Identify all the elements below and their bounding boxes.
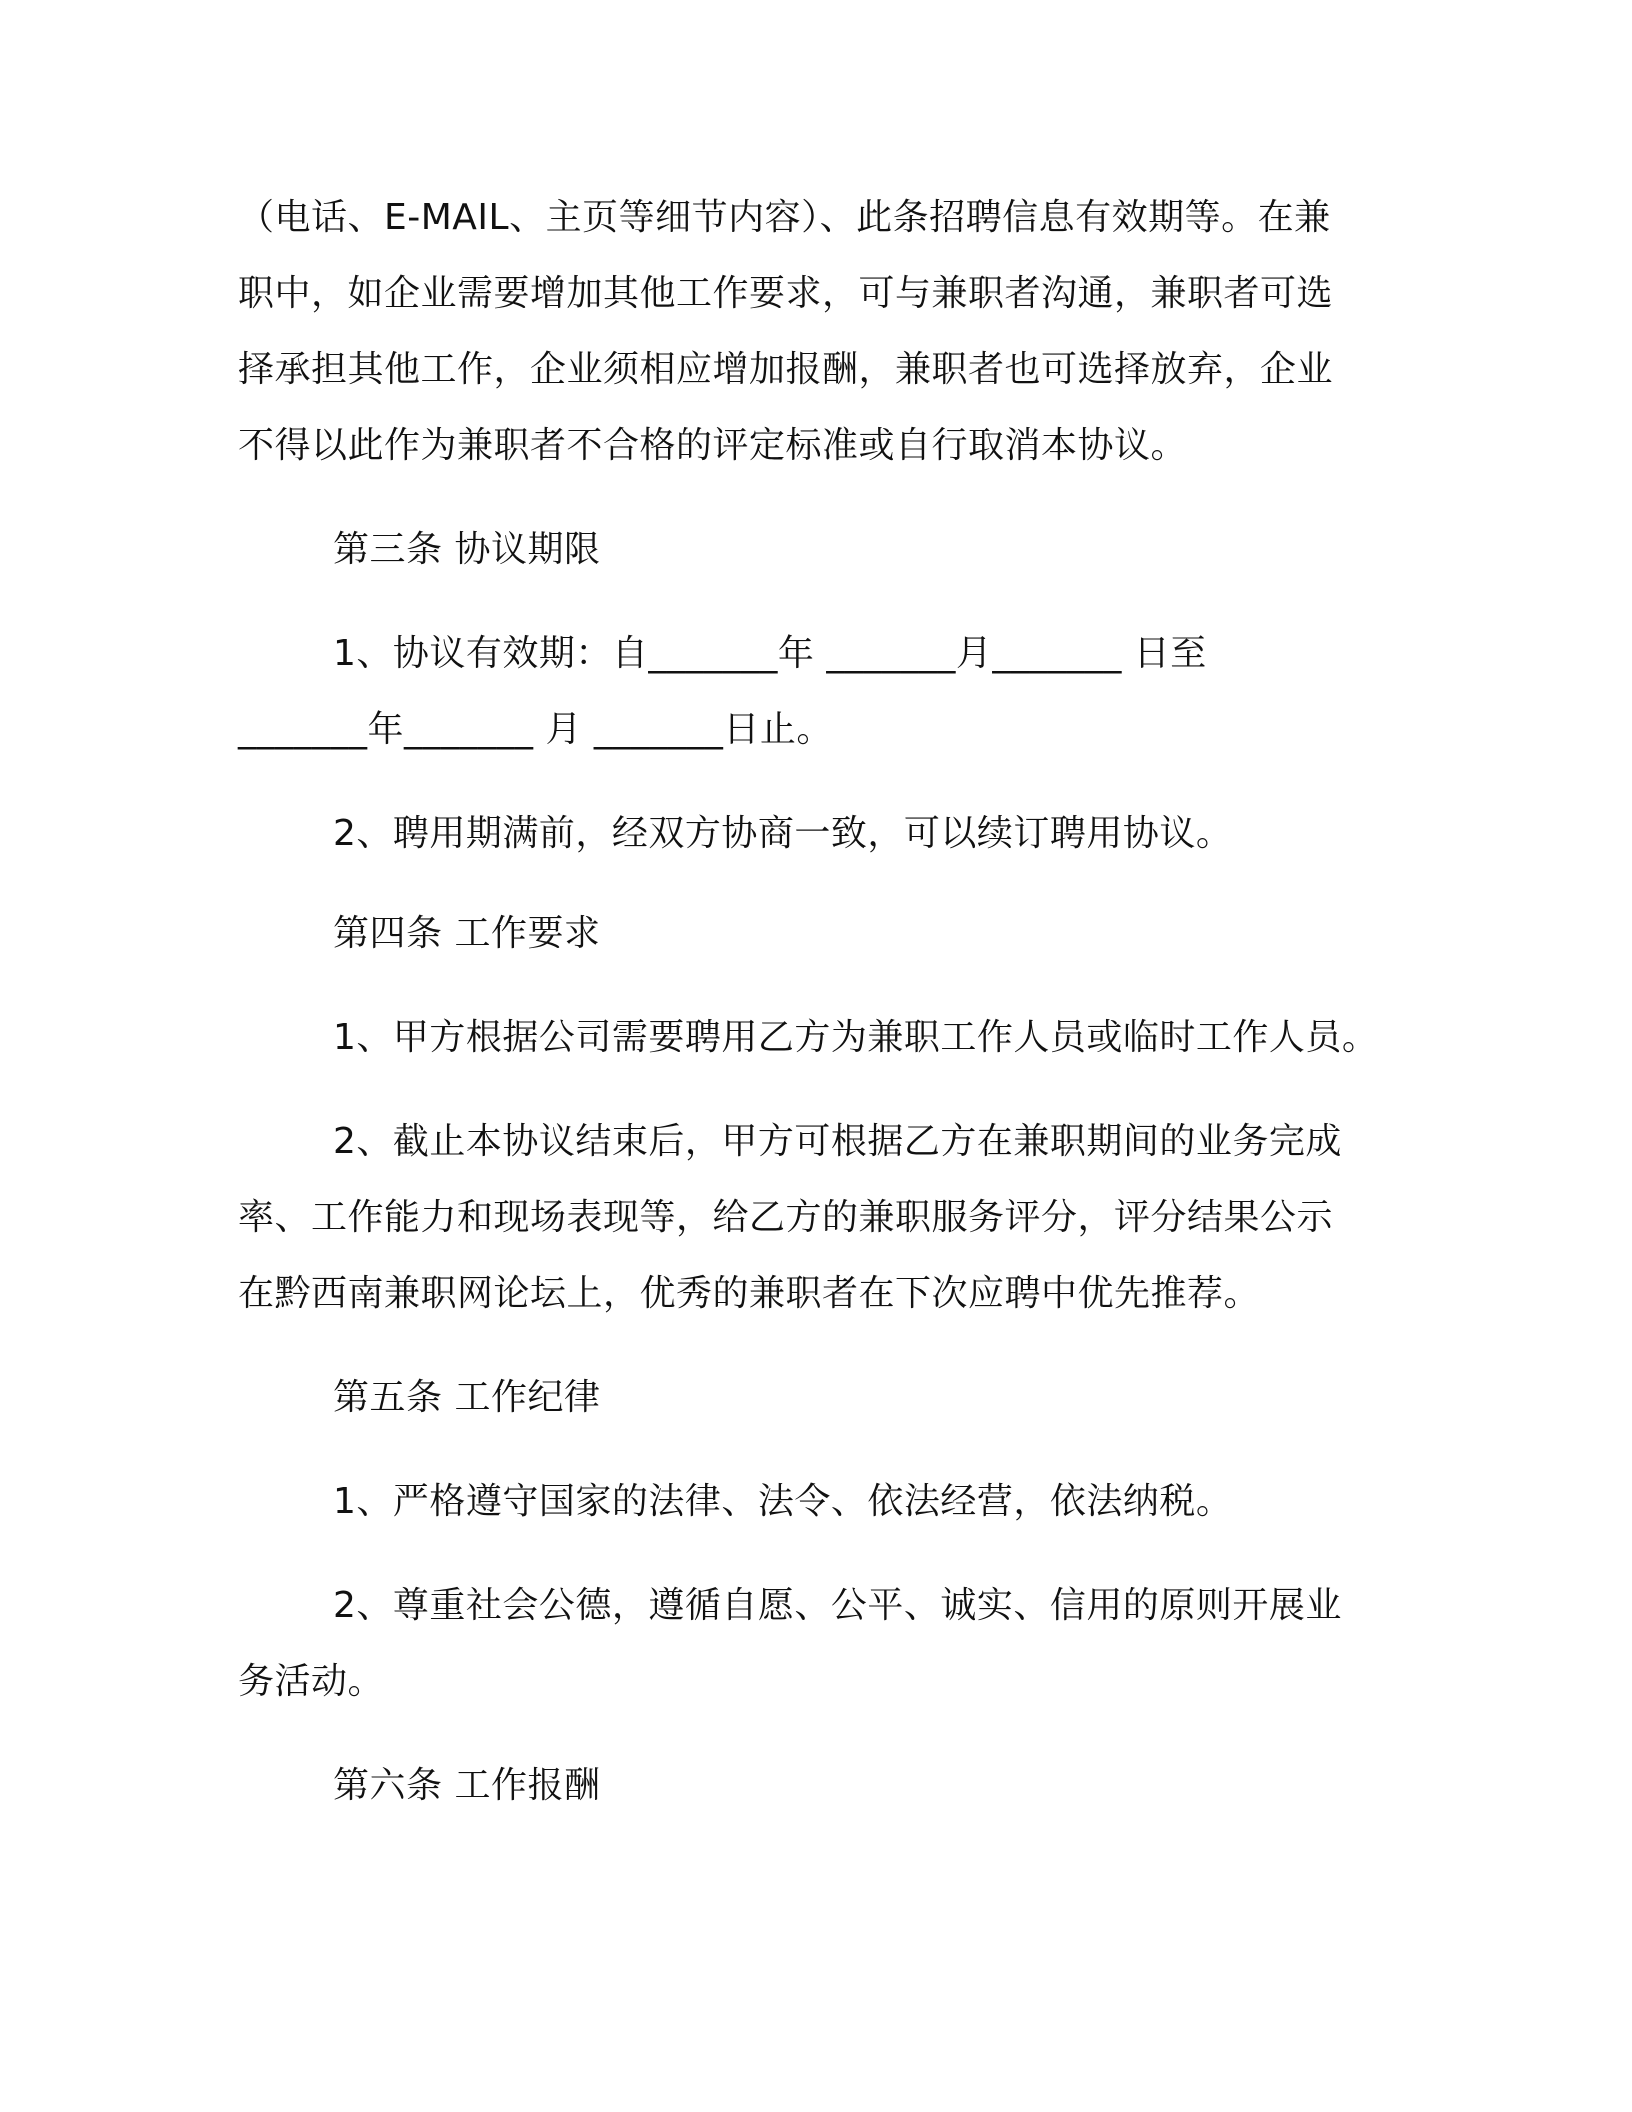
article-3-item-2: 2、聘用期满前，经双方协商一致，可以续订聘用协议。: [333, 813, 1233, 854]
article-3-heading: 第三条 协议期限: [333, 529, 601, 570]
article-4-item-2-cont: 在黔西南兼职网论坛上，优秀的兼职者在下次应聘中优先推荐。: [238, 1273, 1261, 1314]
article-4-item-2: 2、截止本协议结束后，甲方可根据乙方在兼职期间的业务完成: [333, 1121, 1342, 1162]
article-4-heading: 第四条 工作要求: [333, 913, 601, 954]
article-6-heading: 第六条 工作报酬: [333, 1765, 601, 1806]
article-5-heading: 第五条 工作纪律: [333, 1377, 601, 1418]
article-3-item-1: 1、协议有效期：自_______年 _______月_______ 日至: [333, 633, 1207, 674]
paragraph-line: 择承担其他工作，企业须相应增加报酬，兼职者也可选择放弃，企业: [238, 349, 1334, 390]
article-5-item-1: 1、严格遵守国家的法律、法令、依法经营，依法纳税。: [333, 1481, 1233, 1522]
article-4-item-2-cont: 率、工作能力和现场表现等，给乙方的兼职服务评分，评分结果公示: [238, 1197, 1334, 1238]
paragraph-line: 不得以此作为兼职者不合格的评定标准或自行取消本协议。: [238, 425, 1188, 466]
paragraph-line: （电话、E-MAIL、主页等细节内容）、此条招聘信息有效期等。在兼: [238, 197, 1331, 238]
article-5-item-2-cont: 务活动。: [238, 1661, 385, 1702]
article-4-item-1: 1、甲方根据公司需要聘用乙方为兼职工作人员或临时工作人员。: [333, 1017, 1379, 1058]
paragraph-line: 职中，如企业需要增加其他工作要求，可与兼职者沟通，兼职者可选: [238, 273, 1334, 314]
article-3-item-1-cont: _______年_______ 月 _______日止。: [238, 709, 833, 750]
article-5-item-2: 2、尊重社会公德，遵循自愿、公平、诚实、信用的原则开展业: [333, 1585, 1342, 1626]
